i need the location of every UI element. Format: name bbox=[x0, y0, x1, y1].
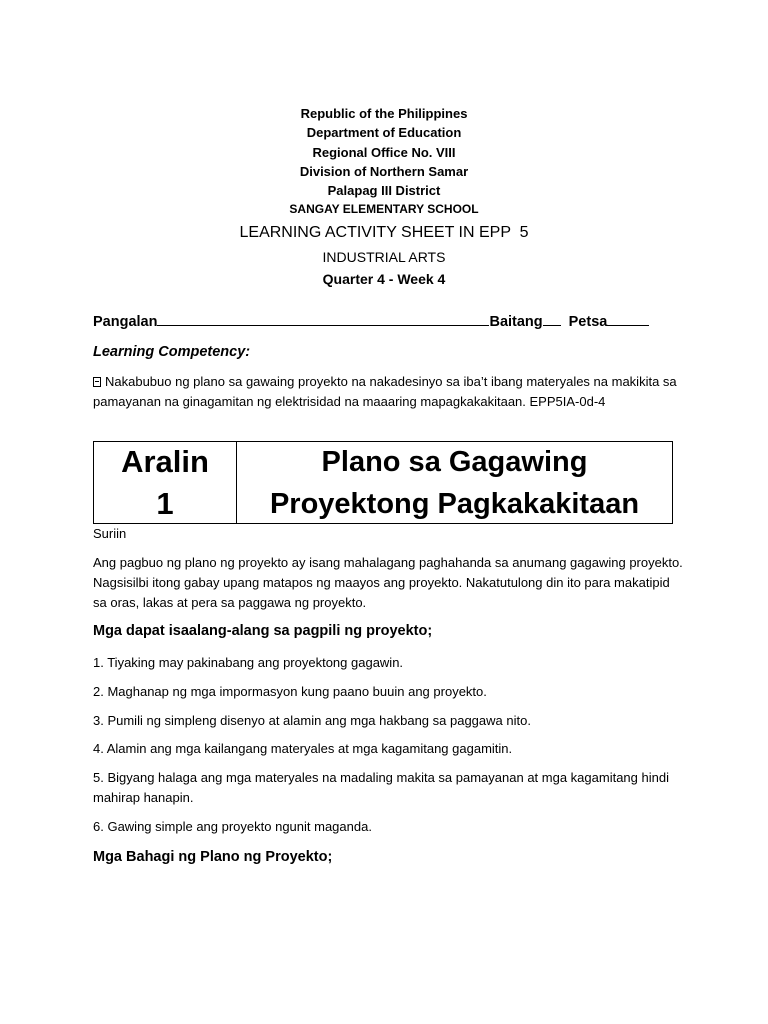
header-republic: Republic of the Philippines bbox=[300, 106, 468, 121]
lesson-title-cell bbox=[237, 442, 672, 523]
date-label: Petsa bbox=[568, 314, 608, 330]
grade-field[interactable] bbox=[543, 311, 561, 326]
header-school: SANGAY ELEMENTARY SCHOOL bbox=[289, 202, 479, 217]
list-item: 6. Gawing simple ang proyekto ngunit maganda. bbox=[93, 819, 372, 834]
document-title: LEARNING ACTIVITY SHEET IN EPP 5 bbox=[239, 224, 529, 241]
competency-text: Nakabubuo ng plano sa gawaing proyekto na nakadesinyo sa iba’t ibang materyales na makikita sa pamayanan na ginagamitan ng elektrisidad na maaaring mapagkakakitaan. EPP5IA-0d-4 bbox=[93, 374, 677, 409]
lesson-title-line2: Proyektong Pagkakakitaan bbox=[269, 487, 640, 520]
header-division: Division of Northern Samar bbox=[299, 163, 469, 179]
intro-paragraph: Ang pagbuo ng plano ng proyekto ay isang mahalagang paghahanda sa anumang gagawing proyekto. Nagsisilbi itong gabay upang matapos ng maayos ang proyekto. Nakatutulong din ito para makatipid sa oras, lakas at pera sa paggawa ng proyekto. bbox=[93, 555, 683, 610]
name-field[interactable] bbox=[157, 311, 489, 326]
name-label: Pangalan bbox=[93, 314, 158, 330]
bullet-icon bbox=[93, 377, 101, 387]
grade-label: Baitang bbox=[489, 314, 543, 330]
subject-subtitle: INDUSTRIAL ARTS bbox=[322, 249, 446, 265]
header-region: Regional Office No. VIII bbox=[312, 144, 456, 160]
lesson-number: 1 bbox=[156, 485, 174, 521]
list-item: 1. Tiyaking may pakinabang ang proyektong gagawin. bbox=[93, 655, 404, 670]
suriin-label: Suriin bbox=[93, 526, 127, 541]
list-item: 3. Pumili ng simpleng disenyo at alamin ang mga hakbang sa paggawa nito. bbox=[93, 713, 531, 728]
document-header bbox=[0, 104, 768, 220]
lesson-title-line1: Plano sa Gagawing bbox=[321, 445, 588, 478]
header-district: Palapag III District bbox=[327, 183, 441, 199]
considerations-heading: Mga dapat isaalang-alang sa pagpili ng proyekto; bbox=[93, 623, 433, 639]
list-item: 2. Maghanap ng mga impormasyon kung paano buuin ang proyekto. bbox=[93, 684, 487, 699]
competency-heading: Learning Competency: bbox=[93, 344, 251, 360]
lesson-number-cell bbox=[94, 442, 237, 523]
competency-text-block bbox=[93, 372, 683, 412]
project-plan-parts-heading: Mga Bahagi ng Plano ng Proyekto; bbox=[93, 849, 333, 865]
list-item: 4. Alamin ang mga kailangang materyales at mga kagamitang gagamitin. bbox=[93, 741, 513, 756]
lesson-label: Aralin bbox=[121, 443, 209, 479]
header-department: Department of Education bbox=[306, 125, 462, 141]
quarter-week-subtitle: Quarter 4 - Week 4 bbox=[322, 271, 446, 287]
lesson-title-box bbox=[93, 441, 673, 524]
list-item: 5. Bigyang halaga ang mga materyales na madaling makita sa pamayanan at mga kagamitang hindi mahirap hanapin. bbox=[93, 770, 669, 805]
date-field[interactable] bbox=[607, 311, 649, 326]
student-info-line bbox=[93, 311, 649, 330]
